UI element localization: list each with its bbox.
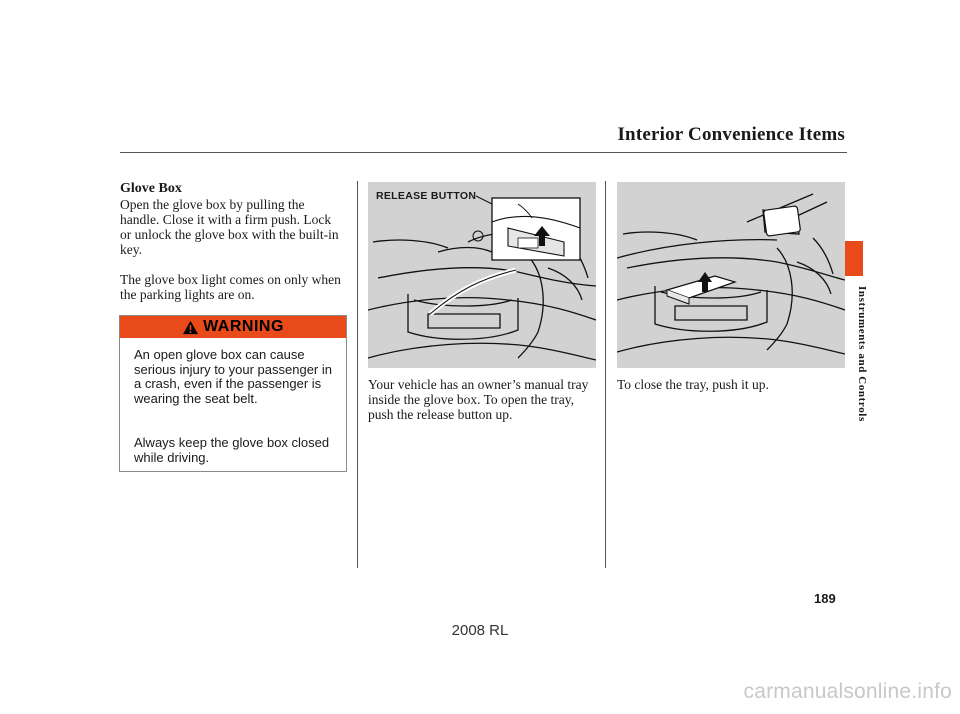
release-button-caption: Your vehicle has an owner’s manual tray inside the glove box. To open the tray, push the release button up. (368, 377, 589, 422)
section-title: Glove Box (120, 181, 182, 196)
close-tray-caption: To close the tray, push it up. (617, 377, 769, 392)
release-button-callout: RELEASE BUTTON (376, 190, 477, 202)
column-divider-2 (605, 181, 606, 568)
section-tab-label: Instruments and Controls (856, 286, 868, 422)
page-number: 189 (814, 591, 836, 606)
warning-triangle-icon (182, 320, 199, 335)
glove-box-light-paragraph: The glove box light comes on only when the parking lights are on. (120, 272, 341, 302)
warning-box (119, 315, 347, 472)
model-footer: 2008 RL (451, 622, 509, 639)
warning-text-keep-closed: Always keep the glove box closed while driving. (134, 435, 330, 465)
warning-text-injury: An open glove box can cause serious injury to your passenger in a crash, even if the passenger is wearing the seat belt. (134, 347, 332, 406)
column-divider-1 (357, 181, 358, 568)
warning-label: WARNING (203, 318, 284, 335)
header-divider (120, 152, 847, 153)
release-button-illustration (368, 182, 596, 368)
watermark: carmanualsonline.info (743, 680, 952, 703)
glove-box-open-paragraph: Open the glove box by pulling the handle. Close it with a firm push. Lock or unlock the glove box with the built-in key. (120, 197, 339, 257)
page-title: Interior Convenience Items (617, 124, 845, 145)
close-tray-illustration (617, 182, 845, 368)
warning-header (120, 316, 346, 338)
